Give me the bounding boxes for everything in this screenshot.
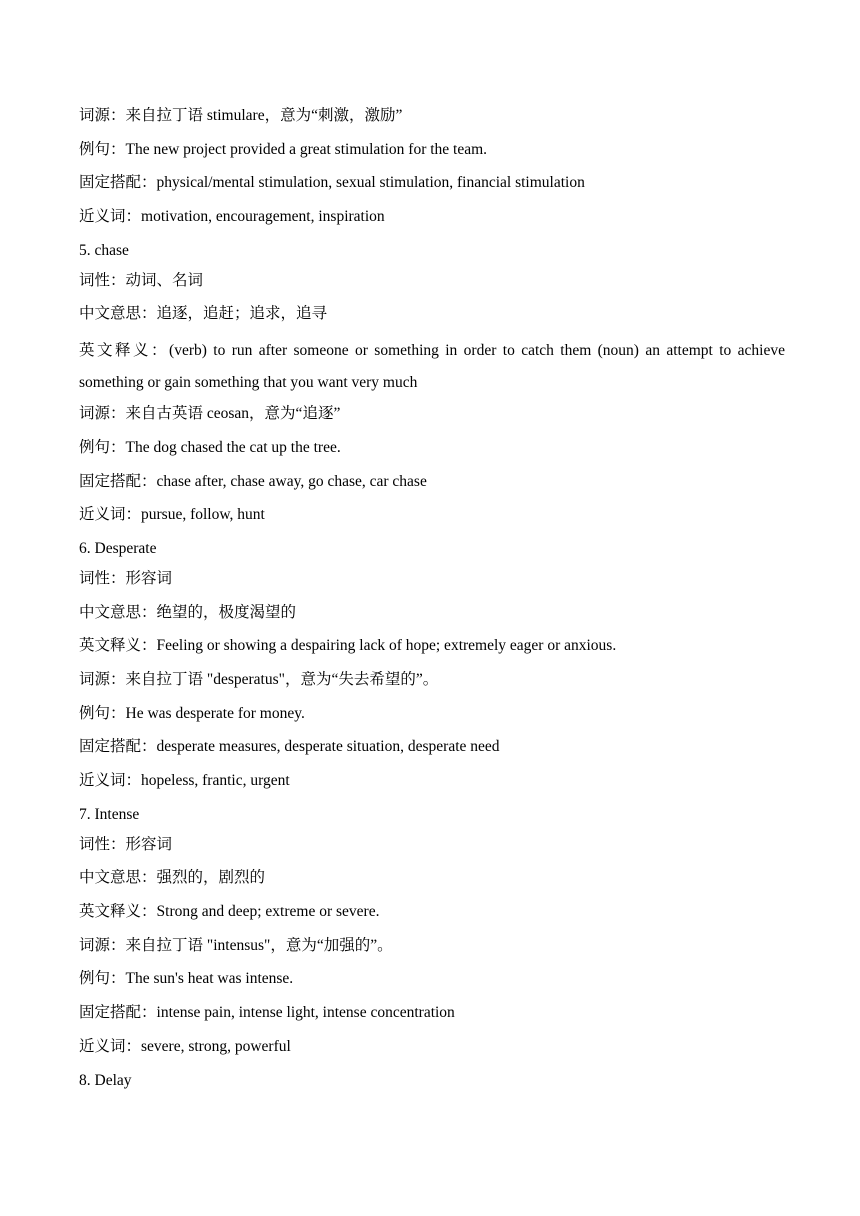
english-definition-line <box>79 899 785 933</box>
field-value: Strong and deep; extreme or severe. <box>156 903 380 921</box>
synonym-line <box>79 502 785 536</box>
field-value: The dog chased the cat up the tree. <box>125 438 341 456</box>
field-value: motivation, encouragement, inspiration <box>141 208 385 226</box>
example-line <box>79 435 785 469</box>
field-label: 中文意思： <box>79 305 157 323</box>
chinese-meaning-line <box>79 600 785 634</box>
field-label: 词源： <box>79 107 126 124</box>
field-label: 词性： <box>79 271 126 289</box>
field-label: 近义词： <box>79 1037 142 1055</box>
field-value: physical/mental stimulation, sexual stimulation, financial stimulation <box>156 174 585 192</box>
chinese-meaning-line <box>79 301 785 335</box>
field-label: 固定搭配： <box>79 738 157 756</box>
field-label: 中文意思： <box>79 869 157 887</box>
field-label: 词性： <box>79 569 126 587</box>
field-label: 中文意思： <box>79 603 157 621</box>
example-line <box>79 966 785 1000</box>
field-label: 例句： <box>79 140 126 158</box>
etymology-line <box>79 933 785 967</box>
english-definition-line <box>79 335 785 399</box>
synonym-line <box>79 768 785 802</box>
field-value: 形容词 <box>125 835 173 853</box>
synonym-line <box>79 1034 785 1068</box>
chinese-meaning-line <box>79 865 785 899</box>
entry-heading: 5. chase <box>79 241 129 259</box>
field-label: 近义词： <box>79 772 142 789</box>
field-value: hopeless, frantic, urgent <box>141 772 290 789</box>
collocation-line <box>79 170 785 204</box>
field-value: 来自拉丁语 "intensus"，意为“加强的”。 <box>125 936 393 954</box>
field-label: 词源： <box>79 936 126 954</box>
field-label: 固定搭配： <box>79 174 157 192</box>
etymology-line <box>79 401 785 435</box>
collocation-line <box>79 1000 785 1034</box>
field-value: 强烈的，剧烈的 <box>156 869 266 887</box>
field-label: 例句： <box>79 438 126 456</box>
part-of-speech-line <box>79 832 785 866</box>
field-value: severe, strong, powerful <box>141 1037 291 1055</box>
field-value: He was desperate for money. <box>125 704 305 722</box>
field-label: 英文释义： <box>79 903 157 921</box>
field-value: 追逐，追赶；追求，追寻 <box>156 305 328 323</box>
entry-heading: 8. Delay <box>79 1071 132 1089</box>
field-value: The new project provided a great stimulation for the team. <box>125 140 488 158</box>
field-label: 英文释义： <box>79 637 157 655</box>
field-label: 词源： <box>79 670 126 688</box>
field-label: 固定搭配： <box>79 472 157 490</box>
field-value: chase after, chase away, go chase, car chase <box>156 472 427 490</box>
field-value: (verb) to run after someone or something in order to catch them (noun) an attempt to achieve something or gain something that you want very much <box>79 342 785 392</box>
field-value: 来自拉丁语 stimulare，意为“刺激，激励” <box>125 107 403 124</box>
field-value: intense pain, intense light, intense concentration <box>156 1004 455 1022</box>
field-label: 词性： <box>79 835 126 853</box>
document-page <box>79 103 785 1098</box>
field-label: 词源： <box>79 405 126 423</box>
field-value: 来自古英语 ceosan，意为“追逐” <box>125 405 341 423</box>
example-line <box>79 701 785 735</box>
field-value: 绝望的，极度渴望的 <box>156 603 297 621</box>
etymology-line <box>79 667 785 701</box>
entry-heading: 7. Intense <box>79 805 140 823</box>
field-label: 固定搭配： <box>79 1004 157 1022</box>
field-value: pursue, follow, hunt <box>141 506 265 524</box>
field-value: Feeling or showing a despairing lack of hope; extremely eager or anxious. <box>156 637 617 655</box>
field-label: 近义词： <box>79 506 142 524</box>
field-value: desperate measures, desperate situation, desperate need <box>156 738 500 756</box>
part-of-speech-line <box>79 268 785 302</box>
entry-heading: 6. Desperate <box>79 539 157 557</box>
collocation-line <box>79 734 785 768</box>
example-line <box>79 137 785 171</box>
etymology-line <box>79 103 785 137</box>
english-definition-line <box>79 633 785 667</box>
field-value: 动词、名词 <box>125 271 204 289</box>
part-of-speech-line <box>79 566 785 600</box>
field-value: 来自拉丁语 "desperatus"，意为“失去希望的”。 <box>125 670 439 688</box>
field-label: 英文释义： <box>79 342 170 360</box>
collocation-line <box>79 469 785 503</box>
synonym-line <box>79 204 785 238</box>
field-label: 近义词： <box>79 208 142 226</box>
field-value: 形容词 <box>125 569 173 587</box>
field-label: 例句： <box>79 970 126 988</box>
field-label: 例句： <box>79 704 126 722</box>
field-value: The sun's heat was intense. <box>125 970 294 988</box>
